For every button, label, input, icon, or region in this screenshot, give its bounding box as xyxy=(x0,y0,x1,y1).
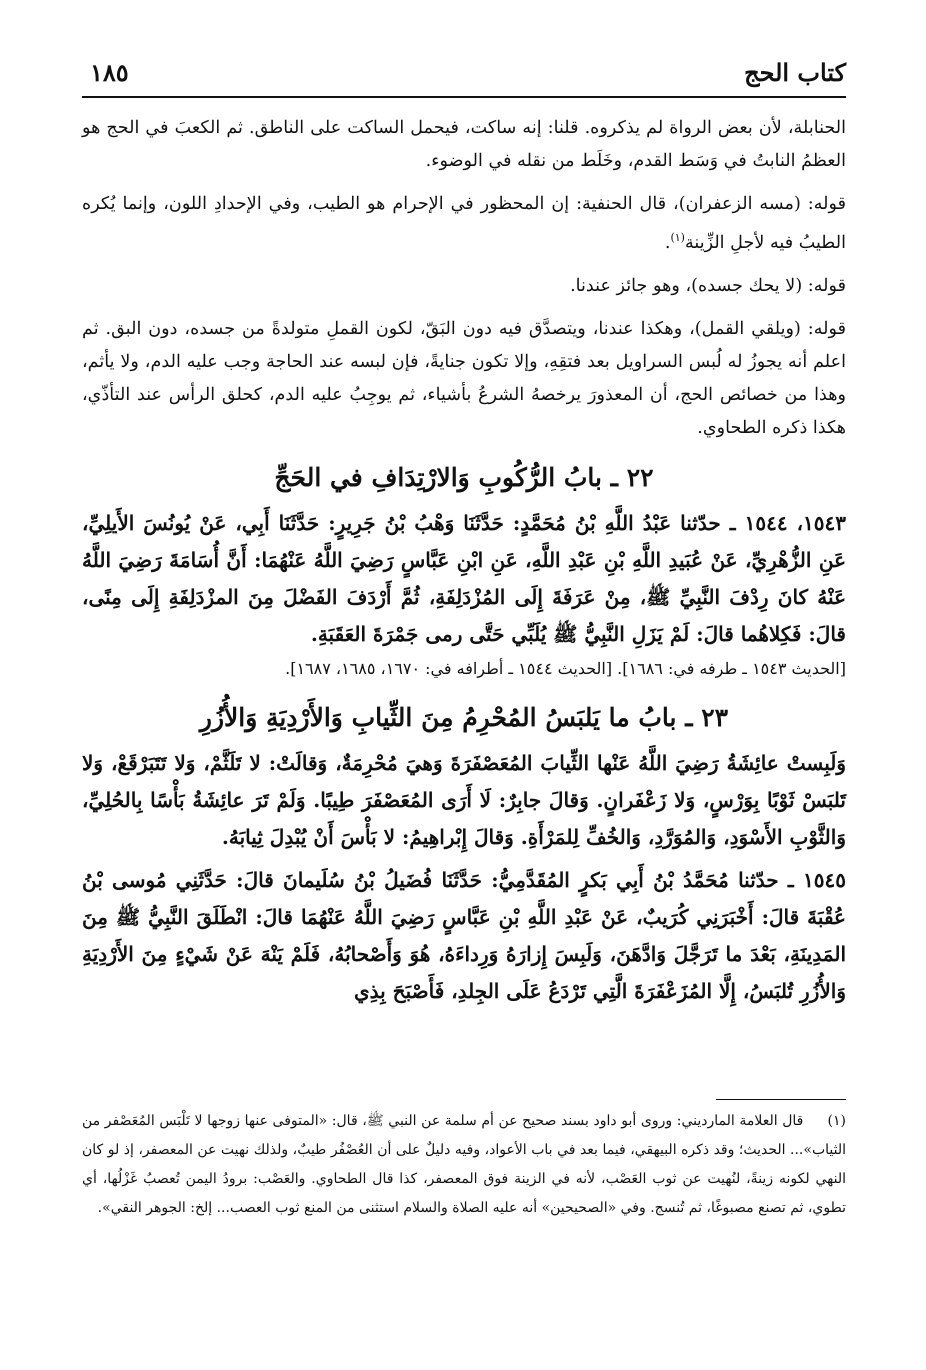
hadith-text: ١٥٤٣، ١٥٤٤ ـ حدّثنا عَبْدُ اللَّهِ بْنُ مُحَمَّدٍ: حَدَّثَنَا وَهْبُ بْنُ جَرِيرٍ: حَدَّثَنَا أَبِي، عَنْ يُونُسَ الأَيلِيِّ، عَنِ الزُّهْرِيِّ، عَنْ عُبَيدِ اللَّهِ بْنِ عَبْدِ اللَّهِ، عَنِ ابْنِ عَبَّاسٍ رَضِيَ اللَّهُ عَنْهُمَا: أَنَّ أُسَامَةَ رَضِيَ اللَّهُ عَنْهُ كانَ رِدْفَ النَّبِيِّ ﷺ، مِنْ عَرَفَةَ إِلَى المُزْدَلِفَةِ، ثُمَّ أَرْدَفَ الفَضْلَ مِنَ المزْدَلِفَةِ إِلَى مِنًى، قالَ: فَكِلاهُما قالَ: لَمْ يَزَلِ النَّبِيُّ ﷺ يُلَبِّي حَتَّى رمى جَمْرَةَ العَقَبَةِ. xyxy=(82,510,847,646)
page-header xyxy=(82,52,846,98)
footnote xyxy=(82,1107,846,1223)
cross-reference: [الحديث ١٥٤٣ ـ طرفه في: ١٦٨٦]. [الحديث ١٥٤٤ ـ أطرافه في: ١٦٧٠، ١٦٨٥، ١٦٨٧]. xyxy=(285,658,846,678)
footnote-text: قال العلامة المارديني: وروى أبو داود بسند صحيح عن أم سلمة عن النبي ﷺ، قال: «المتوفى عنها زوجها لا تَلْبَس المُعَصْفر من الثياب»... الحديث؛ وقد ذكره البيهقي، فيما بعد في باب الأعواد، وفيه دليلٌ على أن العُصْفُر طيبٌ، ولذلك نهيت عن المعصفر، إذ لو كان النهي لكونه زينةً، لنُهيت عن ثوب العَصْب، لأنه في الزينة فوق المعصفر، كذا قال الطحاوي. والعَصْب: برودُ اليمن تُعصبُ غَزْلُها، أي تطوي، ثم تصنع مصبوغًا، ثم تُنسج. وفي «الصحيحين» أنه عليه الصلاة والسلام استثنى من المنع ثوب العصب... إلخ: الجوهر النقي». xyxy=(82,1113,846,1216)
footnote-number: (١) xyxy=(827,1113,847,1129)
footnote-divider xyxy=(716,1099,846,1100)
commentary-paragraph: قوله: (مسه الزعفران)، قال الحنفية: إن المحظور في الإحرام هو الطيب، وفي الإحدادِ اللون، وإنما يُكره الطيبُ فيه لأجلِ الزِّينة$^{(١)}$. xyxy=(82,194,846,253)
commentary-paragraph: الحنابلة، لأن بعض الرواة لم يذكروه. قلنا: إنه ساكت، فيحمل الساكت على الناطق. ثم الكعبَ في الحج هو العظمُ النابتُ في وَسَط القدم، وخَلَط من نقله في الوضوء. xyxy=(82,118,846,171)
commentary-paragraph: قوله: (لا يحك جسده)، وهو جائز عندنا. xyxy=(570,275,846,296)
chapter-heading: ٢٣ ـ بابُ ما يَلبَسُ المُحْرِمُ مِنَ الثِّيابِ وَالأَرْدِيَةِ وَالأُزُرِ xyxy=(199,702,729,732)
commentary-text: قوله: (مسه الزعفران)، قال الحنفية: إن المحظور في الإحرام هو الطيب، وفي الإحدادِ اللون، وإنما يُكره الطيبُ فيه لأجلِ الزِّينة xyxy=(82,194,846,253)
chapter-intro: وَلَبِستْ عائِشَةُ رَضِيَ اللَّهُ عَنْها الثِّيابَ المُعَصْفَرَةَ وَهيَ مُحْرِمَةٌ، وَقالَتْ: لا تَلَثَّمْ، وَلا تَتَبَرْقَعْ، وَلا تَلبَسْ ثَوْبًا بِوَرْسٍ، وَلا زَعْفَرانٍ. وَقالَ جابِرٌ: لَا أَرَى المُعَصْفَرَ طِيبًا. وَلَمْ تَرَ عائِشَةُ بَأْسًا بِالحُلِيِّ، وَالثَّوْبِ الأَسْوَدِ، وَالمُوَرَّدِ، وَالخُفِّ لِلمَرْأَةِ. وَقالَ إِبْراهِيمُ: لا بَأْسَ أَنْ يُبْدِلَ ثِيابَهُ. xyxy=(82,750,846,849)
page-number: ١٨٥ xyxy=(90,58,129,87)
book-page xyxy=(82,52,846,1342)
book-title: كتاب الحج xyxy=(744,58,846,87)
hadith-text: ١٥٤٥ ـ حدّثنا مُحَمَّدُ بْنُ أَبِي بَكرٍ المُقَدَّمِيُّ: حَدَّثَنَا فُضَيلُ بْنُ سُلَيمانَ قالَ: حَدَّثَنِي مُوسى بْنُ عُقْبَةَ قالَ: أَخْبَرَنِي كُرَيبٌ، عَنْ عَبْدِ اللَّهِ بْنِ عَبَّاسٍ رَضِيَ اللَّهُ عَنْهُمَا قالَ: انْطَلَقَ النَّبِيُّ ﷺ مِنَ المَدِينَةِ، بَعْدَ ما تَرَجَّلَ وَادَّهَنَ، وَلَبِسَ إِزارَهُ وَرِداءَهُ، هُوَ وَأَصْحابُهُ، فَلَمْ يَنْهَ عَنْ شَيْءٍ مِنَ الأَرْدِيَةِ وَالأُزُرِ تُلبَسُ، إِلَّا المُزَعْفَرَةَ الَّتِي تَرْدَعُ عَلَى الجِلدِ، فَأَصْبَحَ بِذِي xyxy=(82,867,846,1003)
chapter-heading: ٢٢ ـ بابُ الرُّكُوبِ وَالارْتِدَافِ في الحَجِّ xyxy=(274,462,654,492)
footnote-marker: (١) xyxy=(670,231,685,244)
commentary-paragraph: قوله: (ويلقي القمل)، وهكذا عندنا، ويتصدَّق فيه دون البَقّ، لكون القملِ متولدةً من جسده، دون البق. ثم اعلم أنه يجوزُ له لُبس السراويل بعد فتقِهِ، وإلا تكون جنايةً، فإن لبسه عند الحاجة وجب عليه الدم، ولا يأثم، وهذا من خصائص الحج، أن المعذورَ يرخصهُ الشرعُ بأشياء، ثم يوجِبُ عليه الدم، كحلق الرأس عند التأذّي، هكذا ذكره الطحاوي. xyxy=(82,318,846,438)
